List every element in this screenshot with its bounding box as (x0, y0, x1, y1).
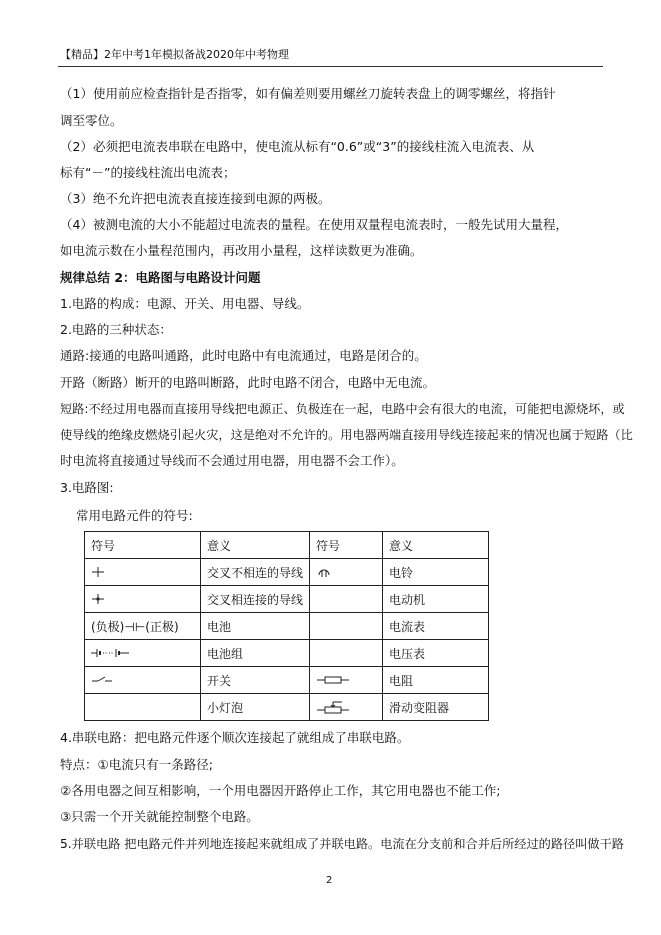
page-header: 【精品】2年中考1年模拟备战2020年中考物理 (60, 48, 289, 61)
table-row (85, 640, 489, 667)
table-cell: 交叉相连接的导线 (201, 586, 310, 613)
battery-symbol: (负极)⊣⊢(正极) (85, 613, 201, 640)
table-header-cell: 符号 (85, 532, 201, 559)
header-divider (58, 66, 603, 67)
section-title: 规律总结 2：电路图与电路设计问题 (60, 270, 261, 285)
crossing-wires-unconnected-symbol (85, 559, 201, 586)
page-number: 2 (326, 875, 333, 886)
text-line-7: 如电流示数在小量程范围内，再改用小量程，这样读数更为准确。 (60, 243, 423, 258)
table-row (85, 559, 489, 586)
table-cell: 交叉不相连的导线 (201, 559, 310, 586)
battery-pack-symbol (85, 640, 201, 667)
table-row (85, 694, 489, 721)
table-cell: 滑动变阻器 (383, 694, 489, 721)
text-line-15: 时电流将直接通过导线而不会通过用电器，用电器不会工作）。 (60, 453, 404, 468)
table-cell: 电阻 (383, 667, 489, 694)
ammeter-symbol-cell (310, 613, 383, 640)
table-row (85, 613, 489, 640)
text-line-19: 特点：①电流只有一条路径; (60, 757, 213, 772)
text-line-18: 4.串联电路：把电路元件逐个顺次连接起了就组成了串联电路。 (60, 730, 410, 745)
text-line-22: 5.并联电路 把电路元件并列地连接起来就组成了并联电路。电流在分支前和合并后所经过的路径叫做干路 (60, 837, 624, 851)
electric-bell-symbol (310, 559, 383, 586)
text-line-20: ②各用电器之间互相影响，一个用电器因开路停止工作，其它用电器也不能工作; (60, 783, 501, 798)
text-line-9: 1.电路的构成：电源、开关、用电器、导线。 (60, 296, 310, 311)
text-line-16: 3.电路图: (60, 480, 114, 495)
switch-symbol (85, 667, 201, 694)
table-cell: 电动机 (383, 586, 489, 613)
text-line-12: 开路（断路）断开的电路叫断路，此时电路不闭合，电路中无电流。 (60, 375, 436, 390)
table-cell: 电池组 (201, 640, 310, 667)
table-row (85, 667, 489, 694)
text-line-17: 常用电路元件的符号: (76, 508, 193, 523)
table-cell: 电铃 (383, 559, 489, 586)
table-header-cell: 意义 (201, 532, 310, 559)
text-line-11: 通路:接通的电路叫通路，此时电路中有电流通过，电路是闭合的。 (60, 348, 427, 363)
table-cell: 电池 (201, 613, 310, 640)
text-line-10: 2.电路的三种状态： (60, 322, 172, 337)
table-header-row (85, 532, 489, 559)
table-cell: 开关 (201, 667, 310, 694)
text-line-2: 调至零位。 (60, 113, 123, 128)
voltmeter-symbol-cell (310, 640, 383, 667)
text-line-14: 使导线的绝缘皮燃烧引起火灾，这是绝对不允许的。用电器两端直接用导线连接起来的情况也属于短路（比 (60, 428, 633, 442)
circuit-symbol-table (84, 531, 489, 721)
table-cell: 小灯泡 (201, 694, 310, 721)
table-cell: 电流表 (383, 613, 489, 640)
motor-symbol-cell (310, 586, 383, 613)
table-row (85, 586, 489, 613)
rheostat-symbol (310, 694, 383, 721)
lamp-symbol-cell (85, 694, 201, 721)
text-line-13: 短路:不经过用电器而直接用导线把电源正、负极连在一起，电路中会有很大的电流，可能把电源烧坏，或 (60, 402, 625, 416)
text-line-3: （2）必须把电流表串联在电路中，使电流从标有“0.6”或“3”的接线柱流入电流表、从 (60, 139, 535, 154)
crossing-wires-connected-symbol (85, 586, 201, 613)
table-header-cell: 意义 (383, 532, 489, 559)
table-cell: 电压表 (383, 640, 489, 667)
text-line-4: 标有“－”的接线柱流出电流表； (60, 165, 236, 180)
resistor-symbol (310, 667, 383, 694)
text-line-21: ③只需一个开关就能控制整个电路。 (60, 809, 259, 824)
text-line-5: （3）绝不允许把电流表直接连接到电源的两极。 (60, 191, 331, 206)
table-header-cell: 符号 (310, 532, 383, 559)
text-line-6: （4）被测电流的大小不能超过电流表的量程。在使用双量程电流表时，一般先试用大量程， (60, 217, 568, 232)
text-line-1: （1）使用前应检查指针是否指零，如有偏差则要用螺丝刀旋转表盘上的调零螺丝，将指针 (60, 86, 556, 101)
